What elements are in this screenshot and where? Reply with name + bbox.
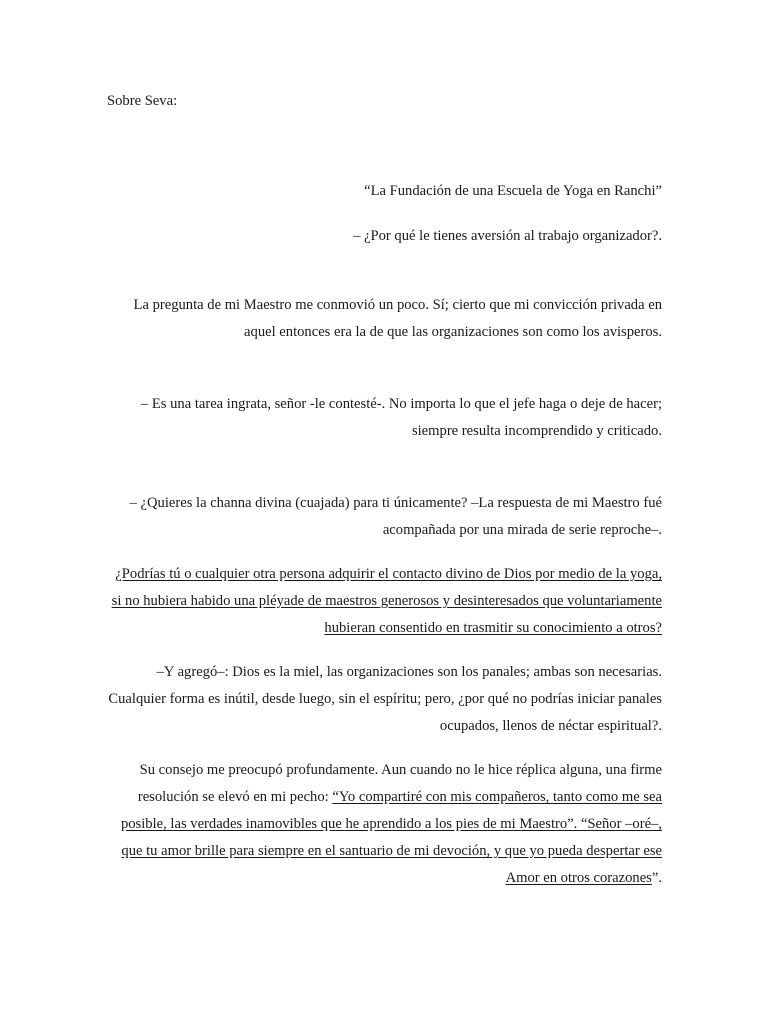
paragraph-text: – Es una tarea ingrata, señor -le contesté-. No importa lo que el jefe haga o deje de hacer; siempre resulta incomprendido y criticado. <box>140 396 662 439</box>
underlined-text: ¿Podrías tú o cualquier otra persona adquirir el contacto divino de Dios por medio de la yoga, si no hubiera habido una pléyade de maestros generosos y desinteresados que voluntariamente hubieran consentido en trasmitir su conocimiento a otros? <box>111 566 662 636</box>
paragraph <box>105 391 662 445</box>
paragraph-text-end: ”. <box>651 870 662 886</box>
paragraph-text: –Y agregó–: Dios es la miel, las organizaciones son los panales; ambas son necesarias. Cualquier forma es inútil, desde luego, sin el espíritu; pero, ¿por qué no podrías iniciar panales ocupados, llenos de néctar espiritual?. <box>108 664 662 734</box>
paragraph <box>105 659 662 740</box>
paragraph <box>105 292 662 346</box>
paragraph <box>105 490 662 544</box>
paragraph-text: La pregunta de mi Maestro me conmovió un poco. Sí; cierto que mi convicción privada en aquel entonces era la de que las organizaciones son como los avisperos. <box>133 297 662 340</box>
section-heading: Sobre Seva: <box>107 93 178 109</box>
paragraph <box>105 226 662 246</box>
underlined-quote: “Yo compartiré con mis compañeros, tanto como me sea posible, las verdades inamovibles que he aprendido a los pies de mi Maestro”. “Señor –oré–, que tu amor brille para siempre en el santuario de mi devoción, y que yo pueda despertar ese Amor en otros corazones <box>120 789 662 886</box>
paragraph-text: Su consejo me preocupó profundamente. Aun cuando no le hice réplica alguna, una firme resolución se elevó en mi pecho: <box>137 762 662 805</box>
paragraph-text: – ¿Por qué le tienes aversión al trabajo organizador?. <box>353 228 662 244</box>
paragraph-text: – ¿Quieres la channa divina (cuajada) para ti únicamente? –La respuesta de mi Maestro fué acompañada por una mirada de serie reproche–. <box>129 495 662 538</box>
underlined-paragraph <box>105 561 662 642</box>
paragraph <box>105 757 662 892</box>
chapter-title: “La Fundación de una Escuela de Yoga en Ranchi” <box>364 183 662 199</box>
